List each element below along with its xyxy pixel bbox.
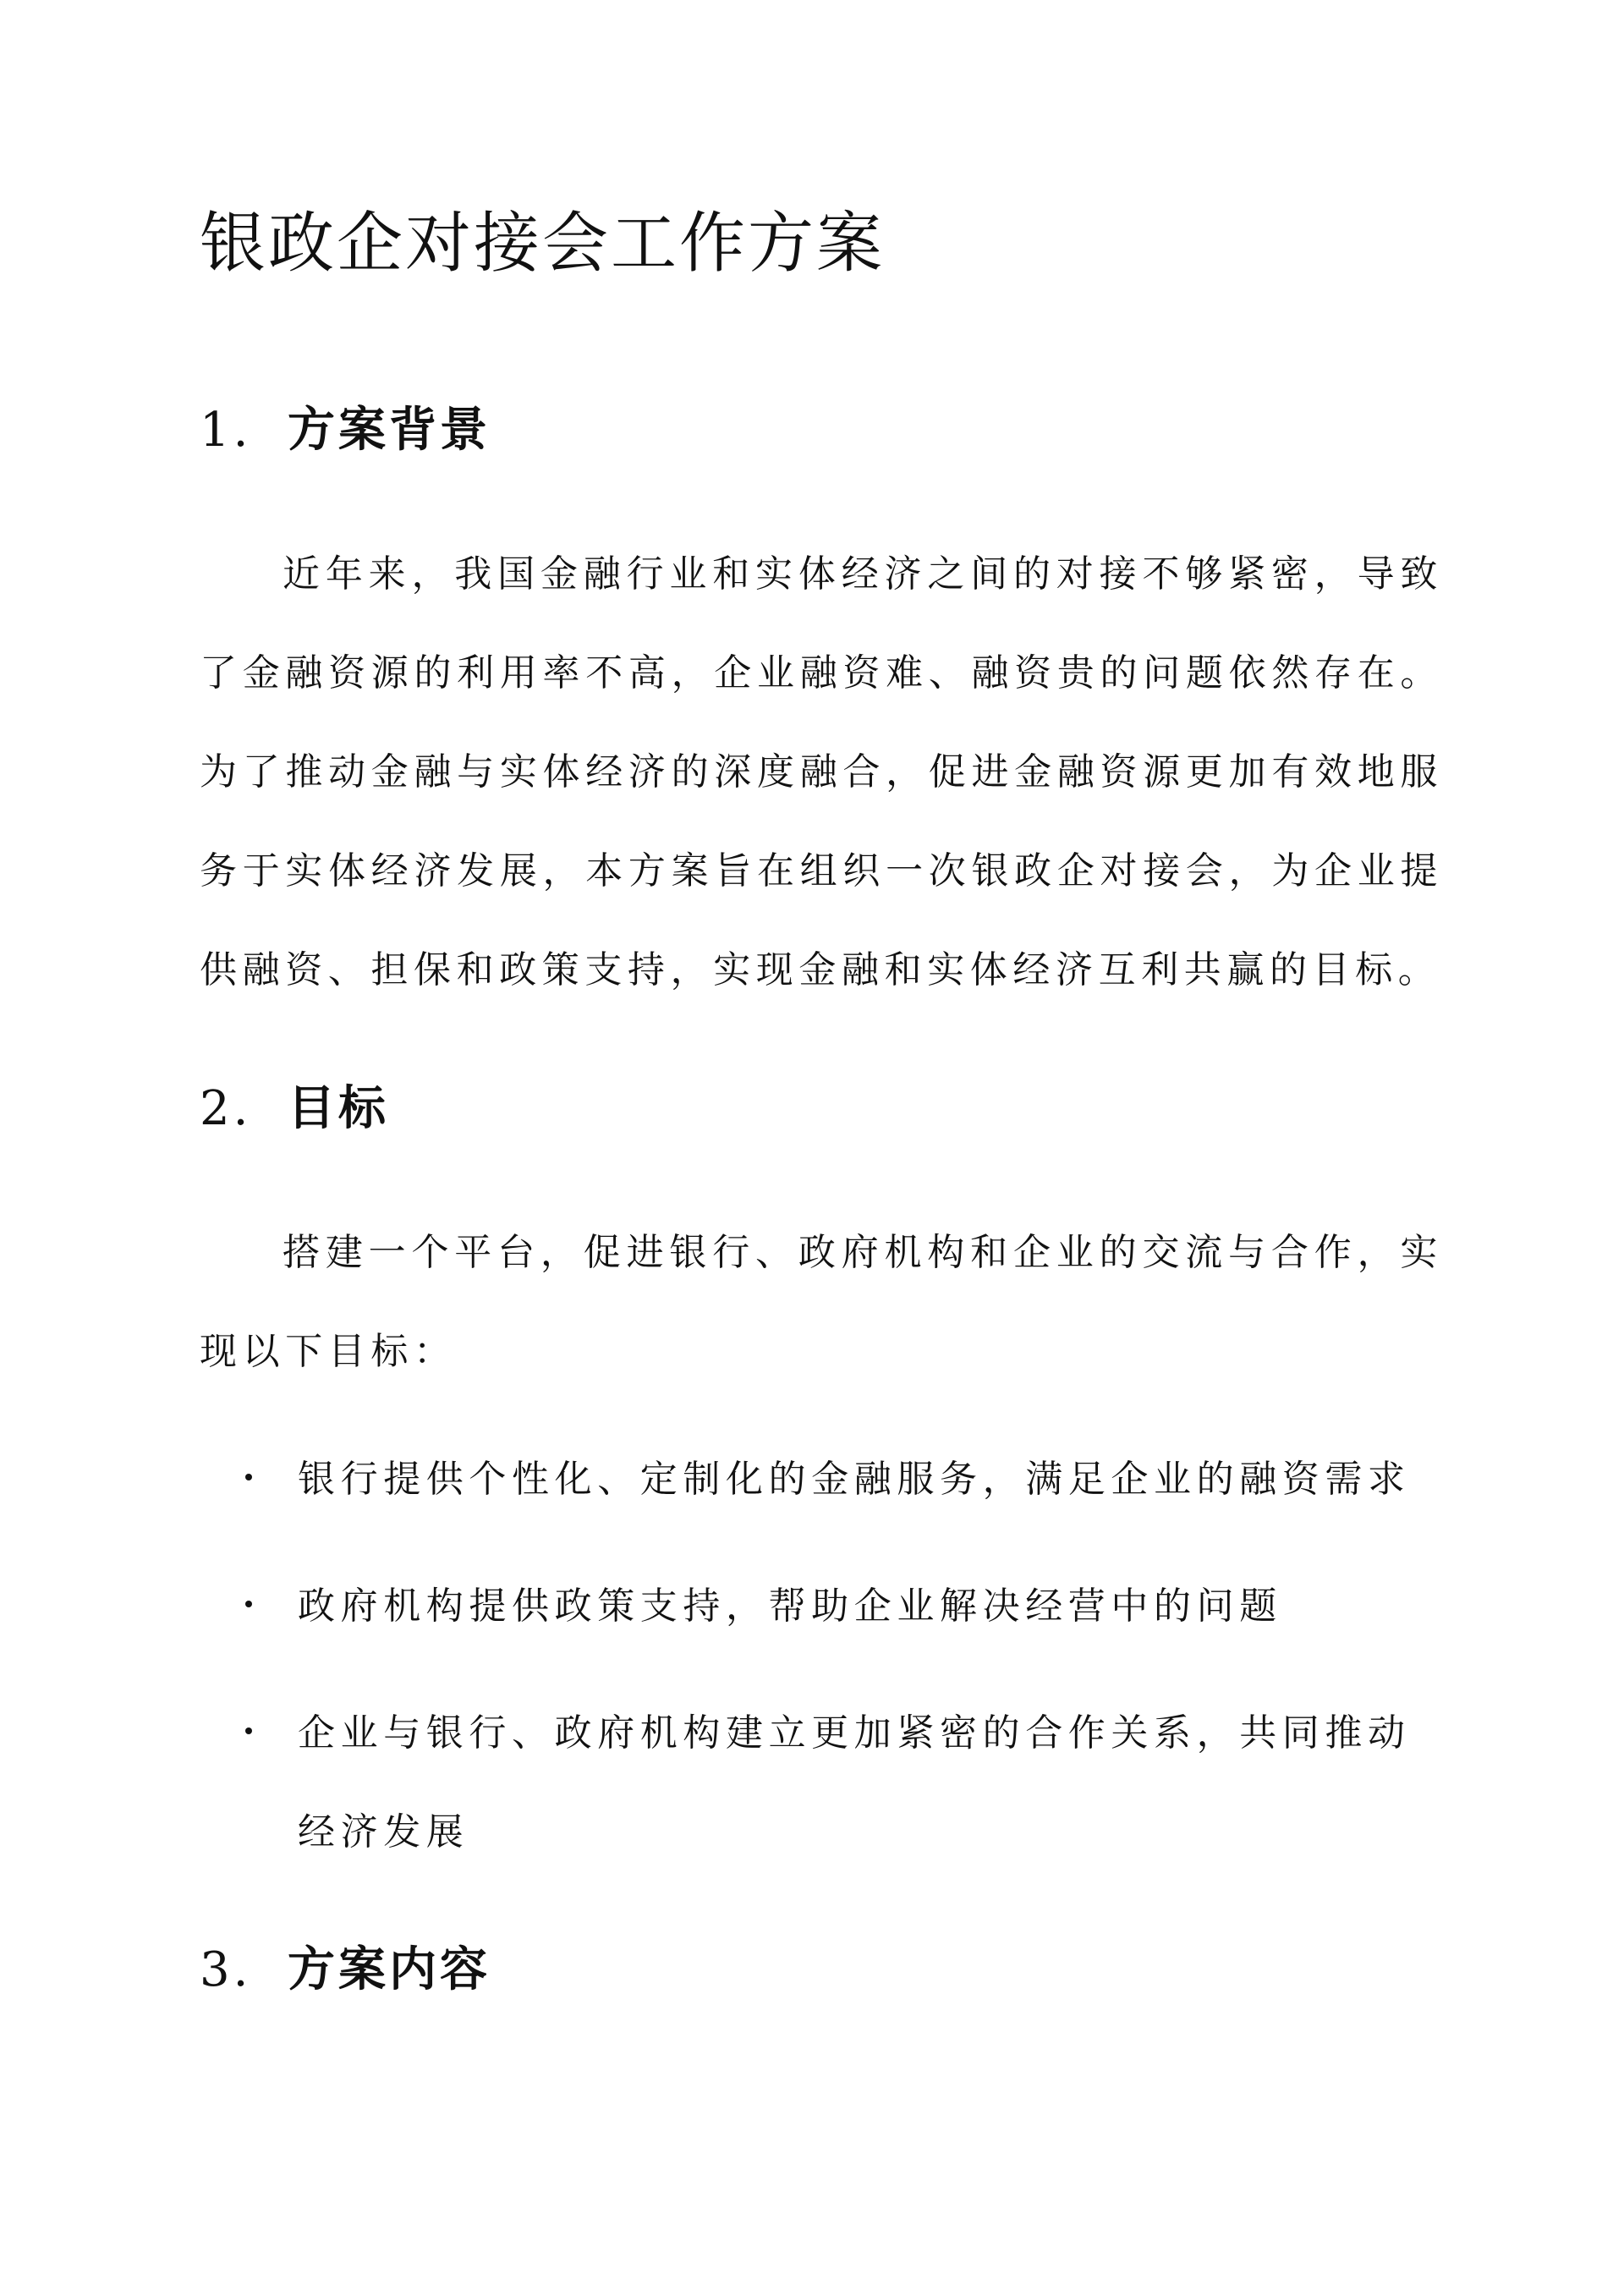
- section-2-paragraph: 搭建一个平台，促进银行、政府机构和企业的交流与合作，实现以下目标：: [200, 1231, 1443, 1373]
- section-title-1: 方案背景: [288, 402, 491, 458]
- goal-bullet-text: 政府机构提供政策支持，帮助企业解决经营中的问题: [298, 1585, 1282, 1628]
- section-1-paragraph: 近年来，我国金融行业和实体经济之间的对接不够紧密，导致了金融资源的利用率不高，企业融资难、融资贵的问题依然存在。为了推动金融与实体经济的深度融合，促进金融资源更加有效地服务于实体经济发展，本方案旨在组织一次银政企对接会，为企业提供融资、担保和政策支持，实现金融和实体经济互利共赢的目标。: [200, 552, 1443, 991]
- bullet-dot-icon: [245, 1474, 252, 1480]
- document-title: 银政企对接会工作方案: [200, 206, 886, 282]
- goal-bullet-text: 银行提供个性化、定制化的金融服务，满足企业的融资需求: [298, 1458, 1411, 1501]
- section-heading-2: [200, 1074, 389, 1143]
- section-heading-1: [200, 396, 491, 464]
- goal-bullet-item: [245, 1430, 1429, 1529]
- goal-bullet-item: [245, 1557, 1429, 1656]
- section-number-2: 2.: [200, 1081, 252, 1136]
- section-number-3: 3.: [200, 1942, 252, 1997]
- goal-bullet-item: [245, 1684, 1429, 1881]
- bullet-dot-icon: [245, 1727, 252, 1734]
- bullet-dot-icon: [245, 1601, 252, 1607]
- section-title-2: 目标: [288, 1080, 389, 1136]
- goal-bullet-text: 企业与银行、政府机构建立更加紧密的合作关系，共同推动经济发展: [298, 1711, 1411, 1854]
- section-number-1: 1.: [200, 403, 252, 458]
- section-heading-3: [200, 1936, 491, 2004]
- section-title-3: 方案内容: [288, 1942, 491, 1997]
